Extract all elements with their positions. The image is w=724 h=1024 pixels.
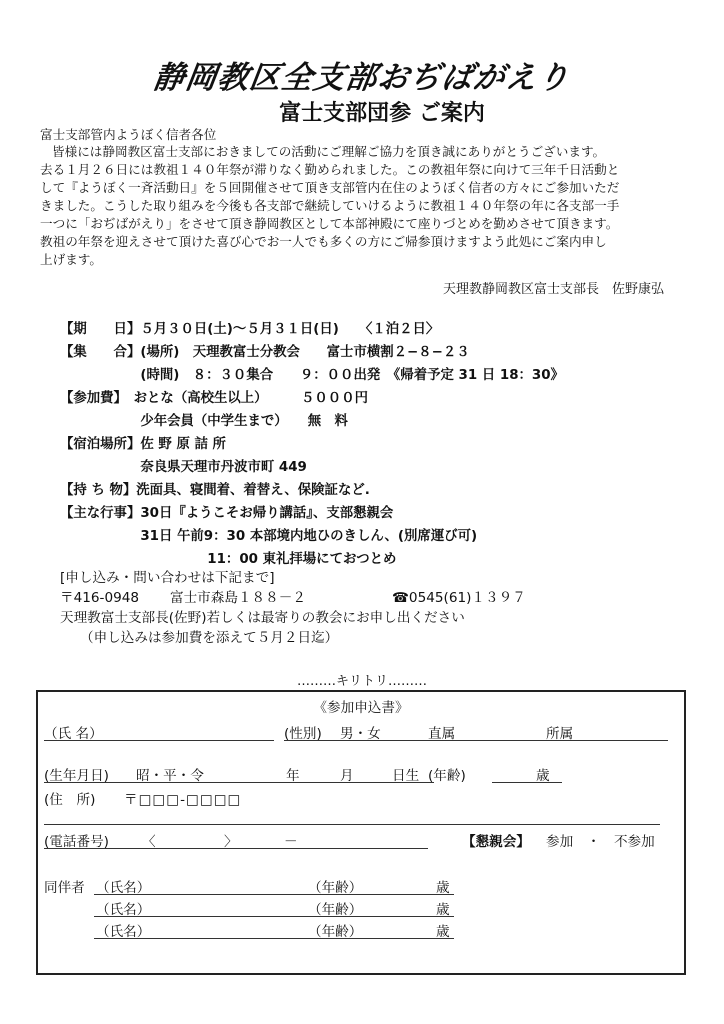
- gender-options[interactable]: 男・女: [340, 726, 381, 742]
- intro-line: 去る１月２６日には教祖１４０年祭が滞りなく勤められました。この教祖年祭に向けて三年千日活動と: [40, 162, 620, 177]
- companion-field[interactable]: [94, 894, 454, 895]
- companion-name-label: （氏名）: [96, 880, 151, 896]
- affiliation-field[interactable]: [284, 740, 668, 741]
- phone-open-bracket: 〈: [142, 834, 156, 850]
- detail-lodging: 【宿泊場所】佐 野 原 詰 所: [60, 437, 226, 452]
- addressee: 富士支部管内ようぼく信者各位: [40, 127, 217, 142]
- companion-age-unit: 歳: [436, 924, 450, 940]
- day-label: 日生: [392, 768, 420, 784]
- intro-line: きました。こうした取り組みを今後も各支部で継続していけるように教祖１４０年祭の年に各支部一手: [40, 198, 620, 213]
- detail-events-day2-b: 11：00 東礼拝場にておつとめ: [60, 552, 397, 567]
- name-label: （氏 名）: [44, 726, 103, 742]
- companion-name-label: （氏名）: [96, 924, 151, 940]
- birth-field[interactable]: [44, 782, 434, 783]
- detail-events-day1: 【主な行事】30日『ようこそお帰り講話』、支部懇親会: [60, 506, 394, 521]
- companion-name-label: （氏名）: [96, 902, 151, 918]
- page-title: 静岡教区全支部おぢばがえり: [150, 60, 573, 96]
- detail-events-day2: 31日 午前9：30 本部境内地ひのきしん、(別席運び可): [60, 529, 478, 544]
- age-label: (年齢): [428, 768, 466, 784]
- companion-field[interactable]: [94, 938, 454, 939]
- intro-line: して『ようぼく一斉活動日』を５回開催させて頂き支部管内在住のようぼく信者の方々にご参加いただ: [40, 180, 620, 195]
- intro-line: 皆様には静岡教区富士支部におきましての活動にご理解ご協力を頂き誠にありがとうございます。: [52, 144, 606, 159]
- intro-line: 上げます。: [40, 252, 102, 267]
- companion-label: 同伴者: [44, 880, 85, 896]
- contact-instruction: 天理教富士支部長(佐野)若しくは最寄りの教会にお申し出ください: [60, 610, 465, 626]
- address-label: (住 所): [44, 792, 96, 808]
- party-label: 【懇親会】: [462, 834, 530, 850]
- intro-line: 教祖の年祭を迎えさせて頂けた喜び心でお一人でも多くの方にご帰参頂けますよう此処にご案内申し: [40, 234, 607, 249]
- year-label: 年: [286, 768, 300, 784]
- age-unit: 歳: [536, 768, 550, 784]
- companion-age-unit: 歳: [436, 880, 450, 896]
- detail-gathering-time: (時間) ８：３０集合 ９：００出発 《帰着予定 31 日 18：30》: [60, 368, 564, 383]
- contact-deadline: （申し込みは参加費を添えて５月２日迄）: [80, 630, 339, 646]
- shozoku-label: 所属: [546, 726, 574, 742]
- party-options[interactable]: 参加 ・ 不参加: [546, 834, 655, 850]
- birth-label: (生年月日): [44, 768, 109, 784]
- era-options[interactable]: 昭・平・令: [136, 768, 204, 784]
- phone-label: (電話番号): [44, 834, 109, 850]
- companion-age-unit: 歳: [436, 902, 450, 918]
- contact-postal: 〒416-0948: [60, 590, 140, 606]
- gender-label: (性別): [284, 726, 322, 742]
- chokuzoku-label: 直属: [428, 726, 456, 742]
- intro-line: 一つに「おぢばがえり」をさせて頂き静岡教区として本部神殿にて座りづとめを勤めさせて頂きます。: [40, 216, 619, 231]
- address-postal-boxes[interactable]: 〒□□□-□□□□: [124, 792, 242, 808]
- phone-close-bracket: 〉: [224, 834, 238, 850]
- contact-phone: ☎0545(61)１３９７: [392, 590, 526, 606]
- companion-field[interactable]: [94, 916, 454, 917]
- companion-age-label: （年齢）: [308, 880, 363, 896]
- detail-fee-youth: 少年会員（中学生まで） 無 料: [60, 414, 348, 429]
- detail-date: 【期 日】５月３０日(土)～５月３１日(日) 〈１泊２日〉: [60, 322, 440, 337]
- address-field[interactable]: [44, 824, 660, 825]
- form-title: 《参加申込書》: [313, 700, 409, 716]
- age-field[interactable]: [492, 782, 562, 783]
- signer: 天理教静岡教区富士支部長 佐野康弘: [442, 282, 664, 297]
- contact-header: [申し込み・問い合わせは下記まで]: [60, 570, 275, 586]
- phone-field[interactable]: [44, 848, 428, 849]
- companion-age-label: （年齢）: [308, 902, 363, 918]
- cut-line: ………キリトリ………: [296, 674, 427, 689]
- companion-age-label: （年齢）: [308, 924, 363, 940]
- application-form: [36, 690, 686, 975]
- page-subtitle: 富士支部団参 ご案内: [279, 101, 485, 126]
- month-label: 月: [340, 768, 354, 784]
- detail-gathering-place: 【集 合】(場所) 天理教富士分教会 富士市横割２−８−２３: [60, 345, 470, 360]
- detail-lodging-address: 奈良県天理市丹波市町 449: [60, 460, 307, 475]
- phone-dash: －: [284, 834, 298, 850]
- detail-items: 【持 ち 物】洗面具、寝間着、着替え、保険証など.: [60, 483, 370, 498]
- contact-address: 富士市森島１８８－２: [170, 590, 306, 606]
- name-field[interactable]: [44, 740, 274, 741]
- detail-fee-adult: 【参加費】 おとな（高校生以上） ５０００円: [60, 391, 368, 406]
